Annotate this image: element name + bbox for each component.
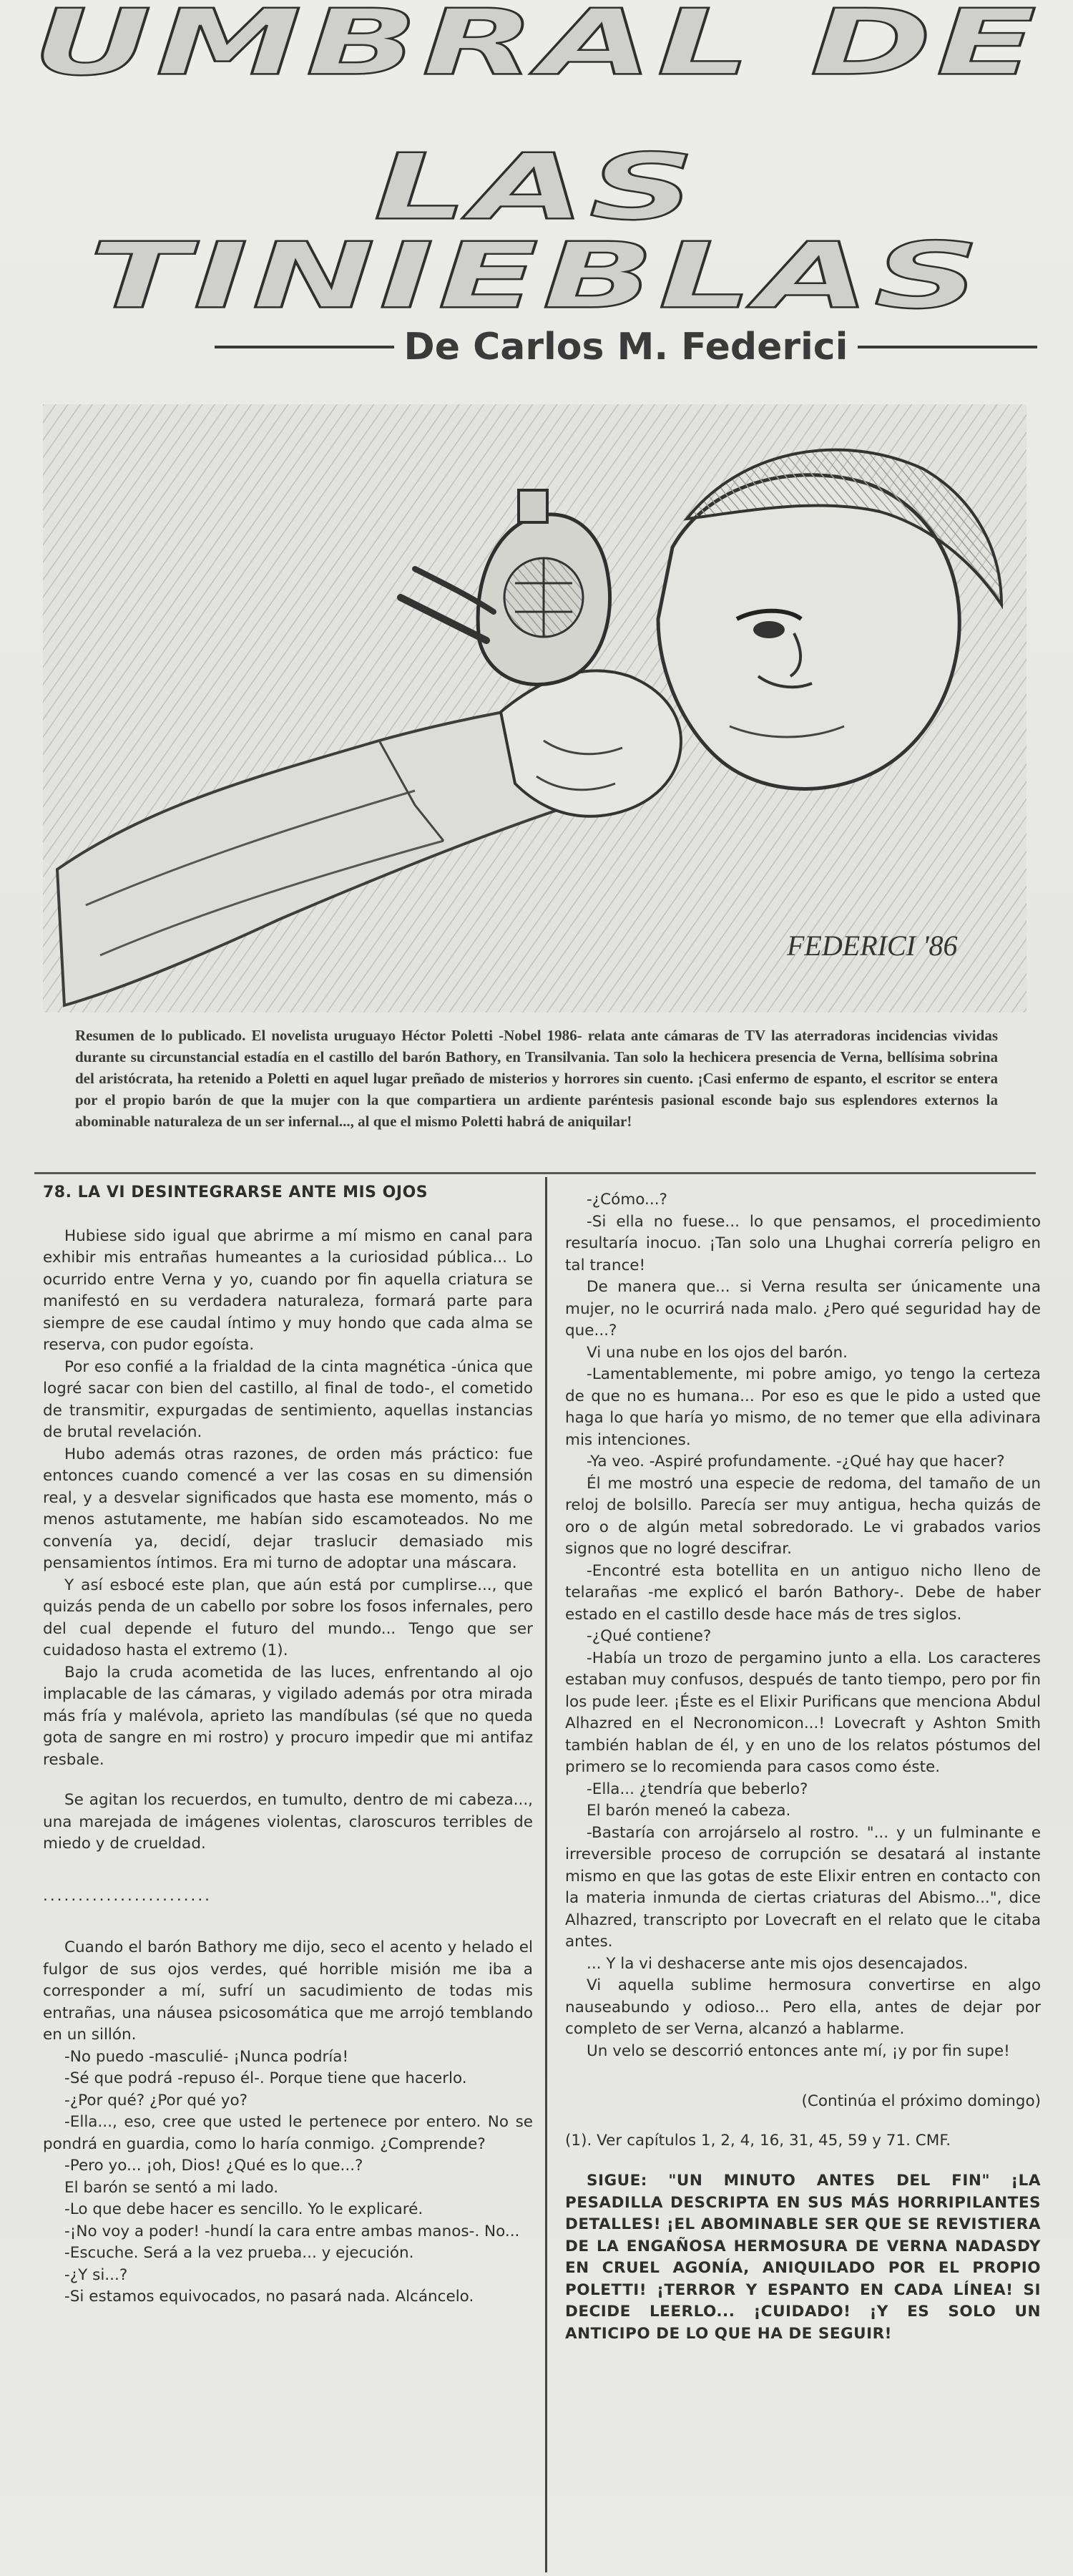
dialogue-line: -No puedo -masculié- ¡Nunca podría! bbox=[64, 2047, 349, 2066]
dialogue-line: -Lo que debe hacer es sencillo. Yo le explicaré. bbox=[64, 2200, 423, 2218]
continued-note: (Continúa el próximo domingo) bbox=[801, 2092, 1041, 2110]
artist-signature: FEDERICI '86 bbox=[787, 930, 958, 962]
paragraph: Por eso confié a la frialdad de la cinta magnética -única que logré sacar con bien del castillo, al final de todo-, el cometido de transmitir, expurgadas de sentimiento, aquellas instancias de brutal revelación. bbox=[43, 1357, 533, 1441]
byline-rule-right bbox=[858, 346, 1037, 348]
illustration bbox=[43, 404, 1027, 1013]
paragraph: Se agitan los recuerdos, en tumulto, dentro de mi cabeza..., una marejada de imágenes violentas, claroscuros terribles de miedo y de crueldad. bbox=[43, 1791, 533, 1853]
dialogue-line: -¿Qué contiene? bbox=[587, 1627, 712, 1645]
headline-line-1: UMBRAL DE bbox=[32, 0, 1041, 96]
paragraph: ... Y la vi deshacerse ante mis ojos desencajados. bbox=[587, 1954, 969, 1973]
section-break: ........................ bbox=[43, 1886, 212, 1905]
column-divider bbox=[545, 1177, 547, 2572]
section-divider bbox=[34, 1172, 1036, 1174]
paragraph: Hubiese sido igual que abrirme a mí mismo en canal para exhibir mis entrañas humeantes a la curiosidad pública... Lo ocurrido entre Verna y yo, cuando por fin aquella criatura se manifestó en su verdadera naturaleza, formará parte para siempre de ese caudal íntimo y muy hondo que cada alma se reserva, con pudor egoísta. bbox=[43, 1226, 533, 1354]
paragraph: El barón meneó la cabeza. bbox=[587, 1802, 791, 1820]
paragraph: Vi aquella sublime hermosura convertirse en algo nauseabundo y odioso... Pero ella, antes de dejar por completo de ser Verna, alcanzó a hablarme. bbox=[565, 1976, 1041, 2038]
dialogue-line: -Encontré esta botellita en un antiguo nicho lleno de telarañas -me explicó el barón Bathory-. Debe de haber estado en el castillo desde hace más de tres siglos. bbox=[565, 1561, 1041, 1624]
byline-bar bbox=[215, 326, 1037, 369]
article-left-column bbox=[43, 1182, 533, 2308]
dialogue-line: -¿Y si...? bbox=[64, 2265, 128, 2284]
dialogue-line: -¿Cómo...? bbox=[587, 1191, 667, 1209]
dialogue-line: -¿Por qué? ¿Por qué yo? bbox=[64, 2091, 248, 2109]
dialogue-line: -Si estamos equivocados, no pasará nada. Alcáncelo. bbox=[64, 2288, 474, 2306]
headline-line-2: LAS TINIEBLAS bbox=[89, 135, 984, 329]
dialogue-line: -Había un trozo de pergamino junto a ella. Los caracteres estaban muy confusos, después de tanto tiempo, pero por fin los pude leer. ¡Éste es el Elixir Purificans que menciona Abdul Alhazred en el Necronomicon...! Lovecraft y Ashton Smith también hablan de él, y en uno de los relatos póstumos del primero se lo recomienda para casos como éste. bbox=[565, 1649, 1041, 1776]
next-episode-teaser: SIGUE: "UN MINUTO ANTES DEL FIN" ¡LA PESADILLA DESCRIPTA EN SUS MÁS HORRIPILANTES DETALLES! ¡EL ABOMINABLE SER QUE SE REVISTIERA DE LA ENGAÑOSA HERMOSURA DE VERNA NADASDY EN CRUEL AGONÍA, ANIQUILADO POR EL PROPIO POLETTI! ¡TERROR Y ESPANTO EN CADA LÍNEA! SI DECIDE LEERLO... ¡CUIDADO! ¡Y ES SOLO UN ANTICIPO DE LO QUE HA DE SEGUIR! bbox=[565, 2172, 1041, 2343]
paragraph: Bajo la cruda acometida de las luces, enfrentando al ojo implacable de las cámaras, y vigilado además por otra mirada más fría y malévola, aprieto las mandíbulas (sé que no queda gota de sangre en mi rostro) y procuro impedir que mi antifaz resbale. bbox=[43, 1663, 533, 1769]
paragraph: Un velo se descorrió entonces ante mí, ¡y por fin supe! bbox=[587, 2041, 1010, 2060]
dialogue-line: El barón se sentó a mi lado. bbox=[64, 2178, 279, 2197]
dialogue-line: -Escuche. Será a la vez prueba... y ejecución. bbox=[64, 2244, 414, 2262]
paragraph: Él me mostró una especie de redoma, del tamaño de un reloj de bolsillo. Parecía ser muy antigua, hecha quizás de oro o de algún metal sobredorado. Le vi grabados varios signos que no logré descifrar. bbox=[565, 1474, 1041, 1558]
dialogue-line: -¡No voy a poder! -hundí la cara entre ambas manos-. No... bbox=[64, 2222, 520, 2240]
dialogue-line: -Lamentablemente, mi pobre amigo, yo tengo la certeza de que no es humana... Por eso es que le pido a usted que haga lo que haría yo mismo, de no temer que ella adivinara mis intenciones. bbox=[565, 1365, 1041, 1449]
paragraph: Vi una nube en los ojos del barón. bbox=[587, 1343, 848, 1362]
paragraph: Y así esbocé este plan, que aún está por cumplirse..., que quizás penda de un cabello por sobre los fosos infernales, pero del cual depende el futuro del mundo... Tengo que ser cuidadoso hasta el extremo (1). bbox=[43, 1576, 533, 1659]
paragraph: Cuando el barón Bathory me dijo, seco el acento y helado el fulgor de sus ojos verdes, qué horrible misión me iba a corresponder a mí, sufrí un sacudimiento de todas mis entrañas, una náusea psicosomática que me arrojó temblando en un sillón. bbox=[43, 1938, 533, 2044]
chapter-title: 78. LA VI DESINTEGRARSE ANTE MIS OJOS bbox=[43, 1184, 428, 1201]
dialogue-line: -Pero yo... ¡oh, Dios! ¿Qué es lo que...? bbox=[64, 2157, 363, 2175]
paragraph: Hubo además otras razones, de orden más práctico: fue entonces cuando comencé a ver las cosas en su dimensión real, y a desvelar significados que hasta ese momento, más o menos astutamente, me habían sido escamoteados. No me convenía ya, decidí, dejar traslucir demasiado mis pensamientos íntimos. Era mi turno de adoptar una máscara. bbox=[43, 1445, 533, 1572]
story-summary: Resumen de lo publicado. El novelista uruguayo Héctor Poletti -Nobel 1986- relata ante cámaras de TV las aterradoras incidencias vividas durante su circunstancial estadía en el castillo del barón Bathory, en Transilvania. Tan solo la hechicera presencia de Verna, bellísima sobrina del aristócrata, ha retenido a Poletti en aquel lugar preñado de misterios y horrores sin cuento. ¡Casi enfermo de espanto, el escritor se entera por el propio barón de que la mujer con la que compartiera un ardiente paréntesis pasional esconde bajo sus esplendores externos la abominable naturaleza de un ser infernal..., al que el mismo Poletti habrá de aniquilar! bbox=[75, 1027, 998, 1130]
byline-rule-left bbox=[215, 346, 394, 348]
dialogue-line: -Bastaría con arrojárselo al rostro. "... y un fulminante e irreversible proceso de corrupción se desatará al instante mismo en que las gotas de este Elixir entren en contacto con la materia inmunda de ciertas criaturas del Abismo...", dice Alhazred, transcripto por Lovecraft en el relato que le citaba antes. bbox=[565, 1823, 1041, 1951]
dialogue-line: -Ya veo. -Aspiré profundamente. -¿Qué hay que hacer? bbox=[587, 1453, 1005, 1470]
byline: De Carlos M. Federici bbox=[403, 326, 848, 369]
dialogue-line: -Ella..., eso, cree que usted le pertenece por entero. No se pondrá en guardia, como lo haría conmigo. ¿Comprende? bbox=[43, 2113, 533, 2153]
hand bbox=[501, 670, 681, 816]
dialogue-line: De manera que... si Verna resulta ser únicamente una mujer, no le ocurrirá nada malo. ¿Pero qué seguridad hay de que...? bbox=[565, 1278, 1041, 1340]
dialogue-line: -Sé que podrá -repuso él-. Porque tiene que hacerlo. bbox=[64, 2069, 467, 2087]
dialogue-line: -Si ella no fuese... lo que pensamos, el procedimiento resultaría inocuo. ¡Tan solo una Lhughai correría peligro en tal trance! bbox=[565, 1212, 1041, 1274]
footnote: (1). Ver capítulos 1, 2, 4, 16, 31, 45, 59 y 71. CMF. bbox=[565, 2131, 951, 2150]
dialogue-line: -Ella... ¿tendría que beberlo? bbox=[587, 1780, 808, 1798]
article-right-column bbox=[565, 1189, 1041, 2345]
